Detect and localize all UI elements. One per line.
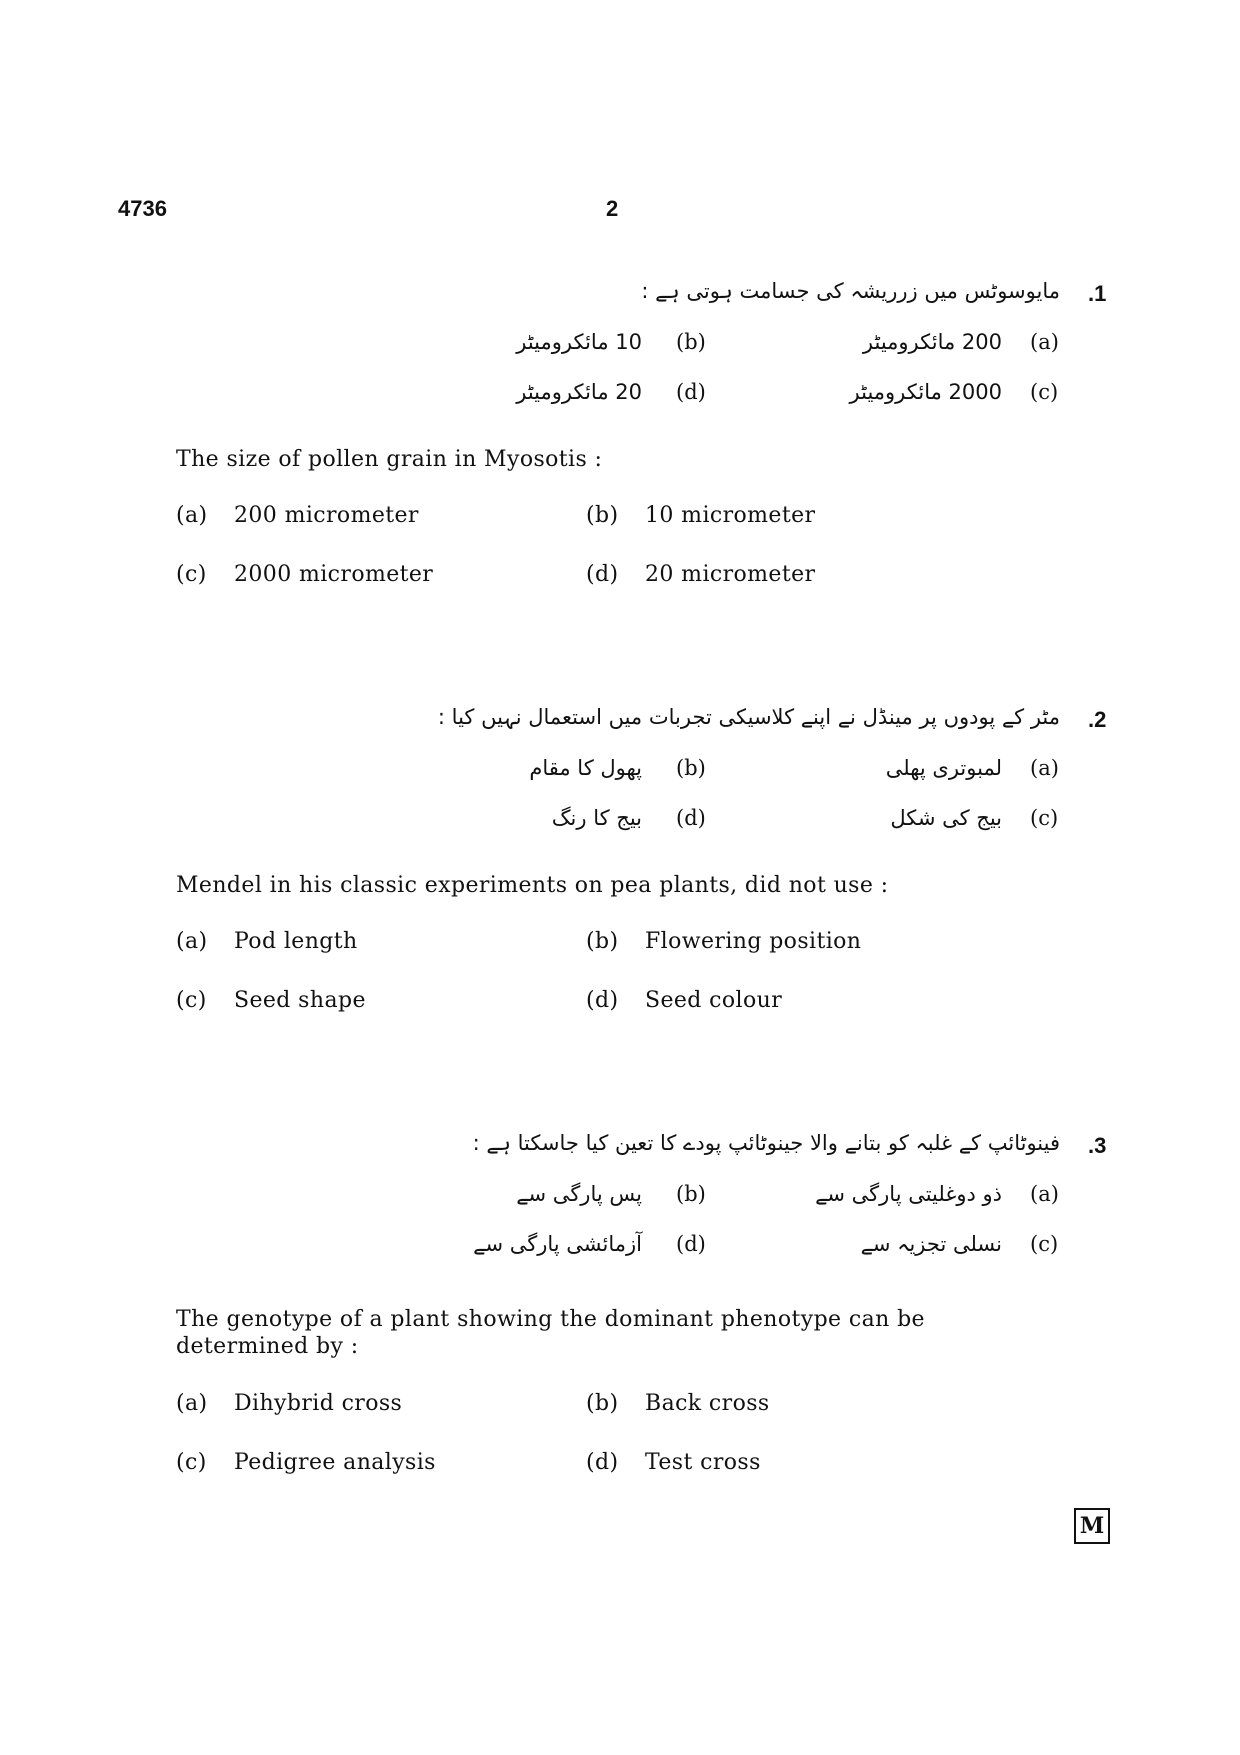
urdu-option-b-text: 10 مائکرومیٹر bbox=[516, 330, 642, 354]
question-number: .3 bbox=[1088, 1133, 1107, 1158]
urdu-option-d-label: (d) bbox=[676, 806, 706, 830]
english-option-d-text: 20 micrometer bbox=[645, 562, 816, 587]
urdu-option-b-label: (b) bbox=[676, 330, 706, 354]
english-option-a-text: 200 micrometer bbox=[234, 503, 419, 528]
urdu-question-text: فینوٹائپ کے غلبہ کو بتانے والا جینوٹائپ پودے کا تعین کیا جاسکتا ہے : bbox=[472, 1131, 1060, 1155]
english-option-c-label: (c) bbox=[176, 562, 207, 587]
english-option-a-label: (a) bbox=[176, 1391, 208, 1416]
urdu-question-text: مٹر کے پودوں پر مینڈل نے اپنے کلاسیکی تجربات میں استعمال نہیں کیا : bbox=[437, 705, 1060, 729]
english-option-a-text: Pod length bbox=[234, 929, 358, 954]
urdu-option-c-label: (c) bbox=[1030, 806, 1059, 830]
page-badge: M bbox=[1074, 1508, 1110, 1544]
urdu-option-b-label: (b) bbox=[676, 1182, 706, 1206]
urdu-option-a-text: لمبوتری پھلی bbox=[885, 756, 1002, 780]
urdu-option-a-text: ذو دوغلیتی پارگی سے bbox=[815, 1182, 1002, 1206]
english-option-d-label: (d) bbox=[586, 562, 619, 587]
question-number: .1 bbox=[1088, 281, 1107, 306]
urdu-option-b-text: پس پارگی سے bbox=[516, 1182, 642, 1206]
urdu-option-a-label: (a) bbox=[1030, 330, 1059, 354]
english-option-b-text: Back cross bbox=[645, 1391, 770, 1416]
english-option-b-label: (b) bbox=[586, 929, 619, 954]
english-option-c-label: (c) bbox=[176, 1450, 207, 1475]
urdu-option-d-label: (d) bbox=[676, 380, 706, 404]
english-option-d-text: Test cross bbox=[645, 1450, 761, 1475]
urdu-question-text: مایوسوٹس میں زرریشہ کی جسامت ہوتی ہے : bbox=[641, 279, 1060, 303]
english-option-d-label: (d) bbox=[586, 1450, 619, 1475]
english-question-text: Mendel in his classic experiments on pea plants, did not use : bbox=[176, 873, 889, 898]
urdu-option-d-label: (d) bbox=[676, 1232, 706, 1256]
english-option-b-label: (b) bbox=[586, 1391, 619, 1416]
urdu-option-d-text: 20 مائکرومیٹر bbox=[516, 380, 642, 404]
urdu-option-a-label: (a) bbox=[1030, 756, 1059, 780]
urdu-option-c-label: (c) bbox=[1030, 1232, 1059, 1256]
english-option-d-label: (d) bbox=[586, 988, 619, 1013]
english-option-c-text: Seed shape bbox=[234, 988, 366, 1013]
urdu-option-d-text: بیج کا رنگ bbox=[551, 806, 642, 830]
page-number: 2 bbox=[606, 196, 619, 221]
english-option-a-text: Dihybrid cross bbox=[234, 1391, 403, 1416]
urdu-option-a-text: 200 مائکرومیٹر bbox=[862, 330, 1002, 354]
english-option-b-label: (b) bbox=[586, 503, 619, 528]
english-option-a-label: (a) bbox=[176, 929, 208, 954]
english-option-c-text: Pedigree analysis bbox=[234, 1450, 436, 1475]
english-option-b-text: Flowering position bbox=[645, 929, 862, 954]
urdu-option-b-label: (b) bbox=[676, 756, 706, 780]
urdu-option-c-label: (c) bbox=[1030, 380, 1059, 404]
english-option-c-text: 2000 micrometer bbox=[234, 562, 434, 587]
question-number: .2 bbox=[1088, 707, 1107, 732]
paper-code: 4736 bbox=[118, 196, 167, 221]
english-option-b-text: 10 micrometer bbox=[645, 503, 816, 528]
urdu-option-c-text: نسلی تجزیہ سے bbox=[860, 1232, 1002, 1256]
urdu-option-c-text: 2000 مائکرومیٹر bbox=[849, 380, 1002, 404]
urdu-option-b-text: پھول کا مقام bbox=[529, 756, 642, 780]
urdu-option-c-text: بیج کی شکل bbox=[890, 806, 1002, 830]
urdu-option-d-text: آزمائشی پارگی سے bbox=[473, 1232, 642, 1256]
english-option-a-label: (a) bbox=[176, 503, 208, 528]
urdu-option-a-label: (a) bbox=[1030, 1182, 1059, 1206]
english-option-c-label: (c) bbox=[176, 988, 207, 1013]
english-question-text: The genotype of a plant showing the dominant phenotype can be determined by : bbox=[176, 1307, 925, 1359]
english-question-text: The size of pollen grain in Myosotis : bbox=[176, 447, 603, 472]
english-option-d-text: Seed colour bbox=[645, 988, 783, 1013]
